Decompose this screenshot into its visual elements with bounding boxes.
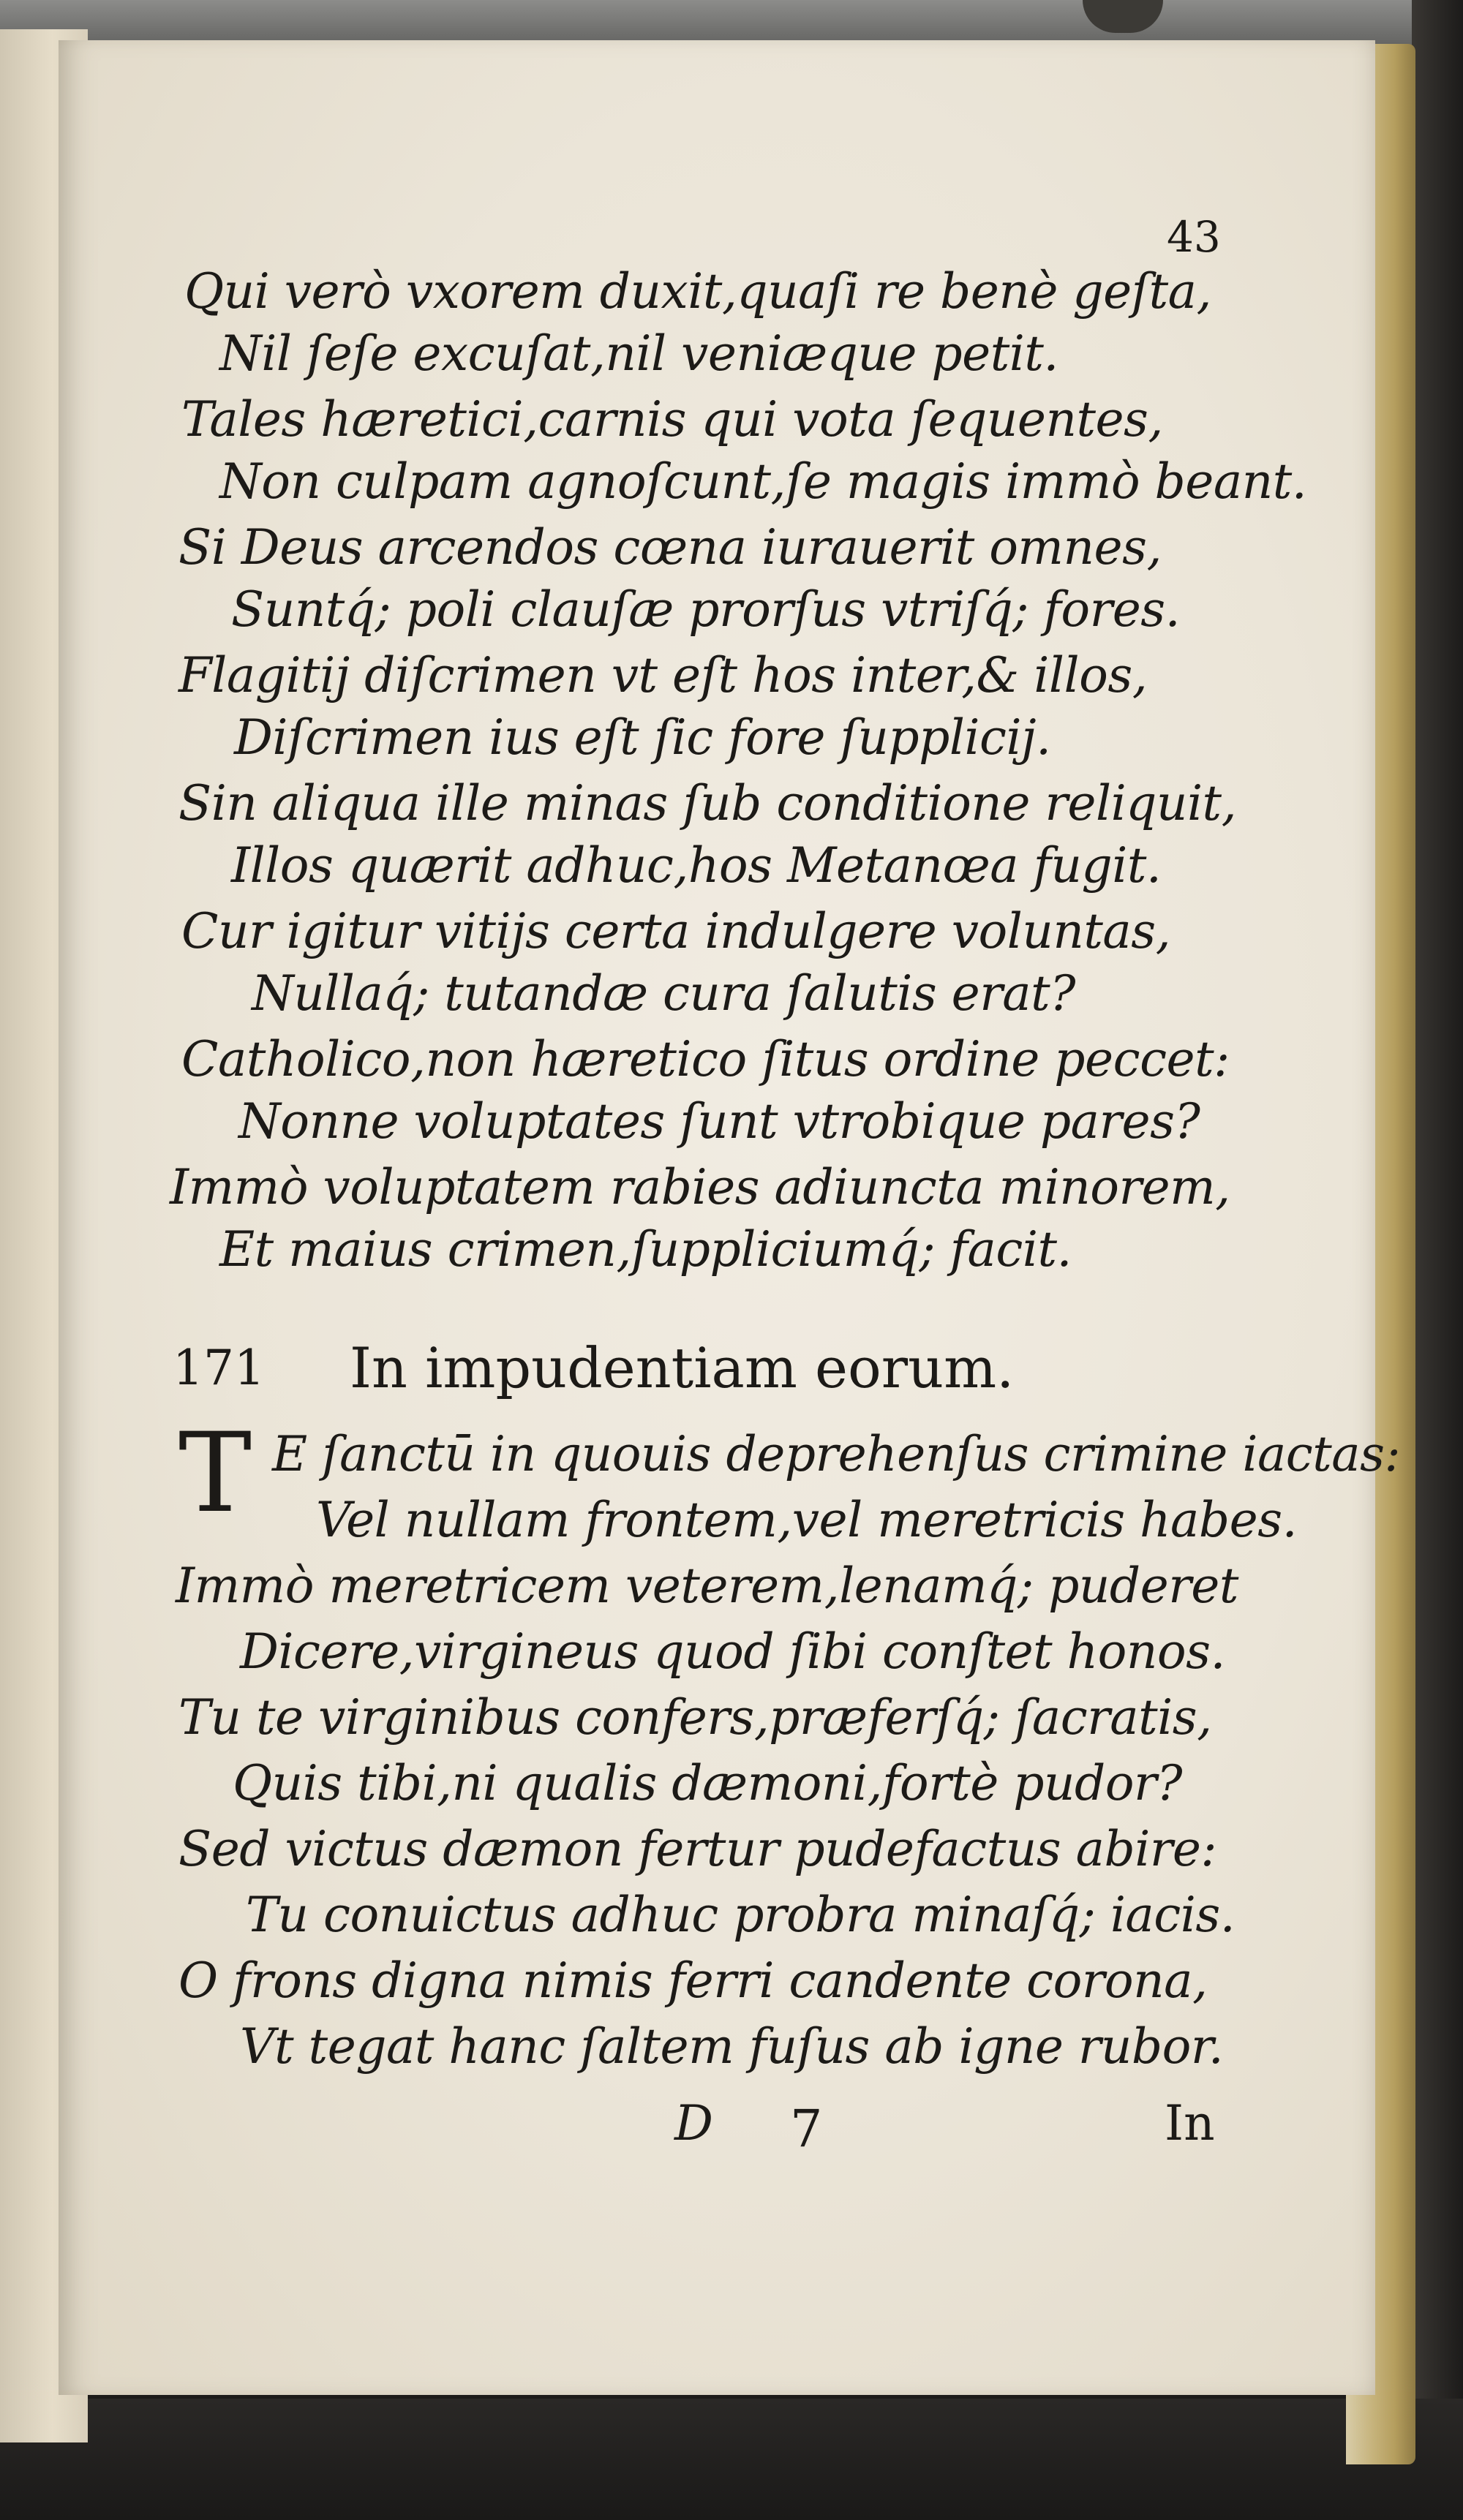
verse-line: Immò meretricem veterem,lenamq́; puderet xyxy=(176,1558,1238,1614)
verse-line: Tales hæretici,carnis qui vota ſequentes, xyxy=(181,391,1163,448)
verse-line: Vt tegat hanc ſaltem fuſus ab igne rubor. xyxy=(240,2018,1224,2075)
verse-line: Diſcrimen ius eſt ſic fore ſupplicij. xyxy=(234,709,1051,766)
drop-capital: T xyxy=(178,1410,252,1537)
verse-line: O frons digna nimis ferri candente corona, xyxy=(178,1953,1208,2009)
catchword: In xyxy=(1165,2095,1215,2151)
verse-line: Immò voluptatem rabies adiuncta minorem, xyxy=(170,1159,1230,1215)
verse-line: Quis tibi,ni qualis dæmoni,fortè pudor? xyxy=(233,1755,1182,1811)
verse-line: Nullaq́; tutandæ cura ſalutis erat? xyxy=(252,965,1076,1022)
verse-line: Tu te virginibus confers,præferſq́; ſacratis, xyxy=(178,1689,1212,1746)
verse-line: Illos quærit adhuc,hos Metanœa fugit. xyxy=(231,837,1162,894)
signature-mark-letter: D xyxy=(674,2095,713,2151)
verse-line: E ſanctū in quouis deprehenſus crimine iactas: xyxy=(272,1426,1401,1482)
verse-line: Dicere,virgineus quod ſibi conſtet honos. xyxy=(240,1623,1226,1680)
page-number: 43 xyxy=(1167,212,1221,262)
verse-line: Tu conuictus adhuc probra minaſq́; iacis. xyxy=(246,1887,1236,1943)
verse-line: Catholico,non hæretico ſitus ordine peccet: xyxy=(181,1031,1230,1087)
verse-line: Sin aliqua ille minas ſub conditione reliquit, xyxy=(178,775,1237,831)
verse-line: Suntq́; poli clauſæ prorſus vtriſq́; fores. xyxy=(231,581,1181,638)
verse-line: Nil ſeſe excuſat,nil veniæque petit. xyxy=(219,325,1058,382)
verse-line: Non culpam agnoſcunt,ſe magis immò beant. xyxy=(219,453,1307,510)
signature-mark-number: 7 xyxy=(790,2099,823,2159)
verse-line: Flagitij diſcrimen vt eſt hos inter,& illos, xyxy=(178,647,1148,703)
verse-line: Vel nullam frontem,vel meretricis habes. xyxy=(316,1492,1298,1548)
verse-line: Et maius crimen,ſuppliciumq́; facit. xyxy=(219,1221,1072,1278)
verse-line: Sed victus dæmon fertur pudefactus abire: xyxy=(178,1821,1217,1877)
verse-line: Nonne voluptates ſunt vtrobique pares? xyxy=(238,1093,1200,1150)
backdrop-bottom xyxy=(0,2399,1463,2520)
epigram-number: 171 xyxy=(173,1340,265,1396)
verse-line: Si Deus arcendos cœna iurauerit omnes, xyxy=(178,519,1162,576)
epigram-title: In impudentiam eorum. xyxy=(350,1335,1015,1400)
backdrop-right xyxy=(1412,0,1463,2520)
verse-line: Qui verò vxorem duxit,quaſi re benè geſta, xyxy=(184,263,1211,320)
verse-line: Cur igitur vitijs certa indulgere voluntas, xyxy=(181,903,1171,959)
